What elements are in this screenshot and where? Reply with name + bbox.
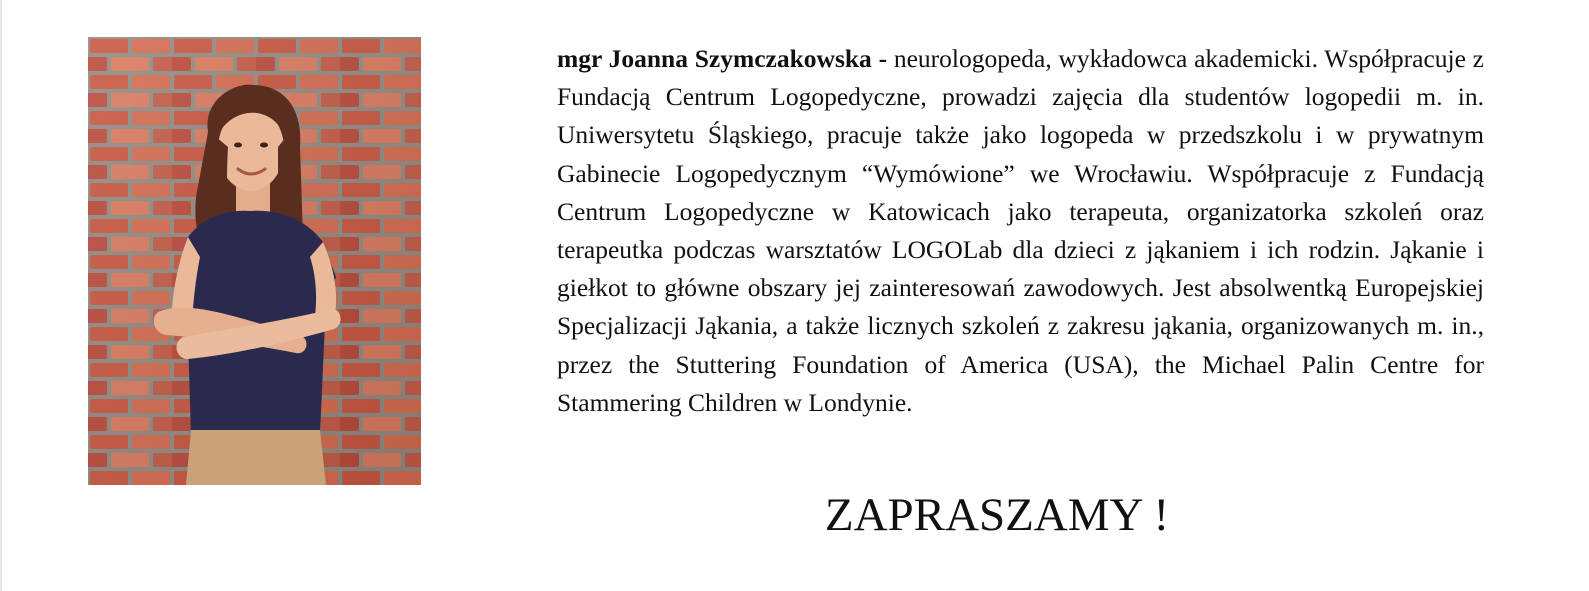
name-separator: -	[871, 44, 894, 73]
person-name: mgr Joanna Szymczakowska	[557, 44, 872, 73]
invitation-heading: ZAPRASZAMY !	[824, 489, 1170, 541]
bio-text: neurologopeda, wykładowca akademicki. Współpracuje z Fundacją Centrum Logopedyczne, prowadzi zajęcia dla studentów logopedii m. in. Uniwersytetu Śląskiego, pracuje także jako logopeda w przedszkolu i w prywatnym Gabinecie Logopedycznym “Wymówione” we Wrocławiu. Współpracuje z Fundacją Centrum Logopedyczne w Katowicach jako terapeuta, organizatorka szkoleń oraz terapeutka podczas warsztatów LOGOLab dla dzieci z jąkaniem i ich rodzin. Jąkanie i giełkot to główne obszary jej zainteresowań zawodowych. Jest absolwentką Europejskiej Specjalizacji Jąkania, a także licznych szkoleń z zakresu jąkania, organizowanych m. in., przez the Stuttering Foundation of America (USA), the Michael Palin Centre for Stammering Children w Londynie.	[557, 44, 1484, 417]
portrait-illustration	[88, 37, 421, 485]
portrait-photo	[88, 37, 421, 485]
bio-paragraph	[557, 40, 1484, 422]
